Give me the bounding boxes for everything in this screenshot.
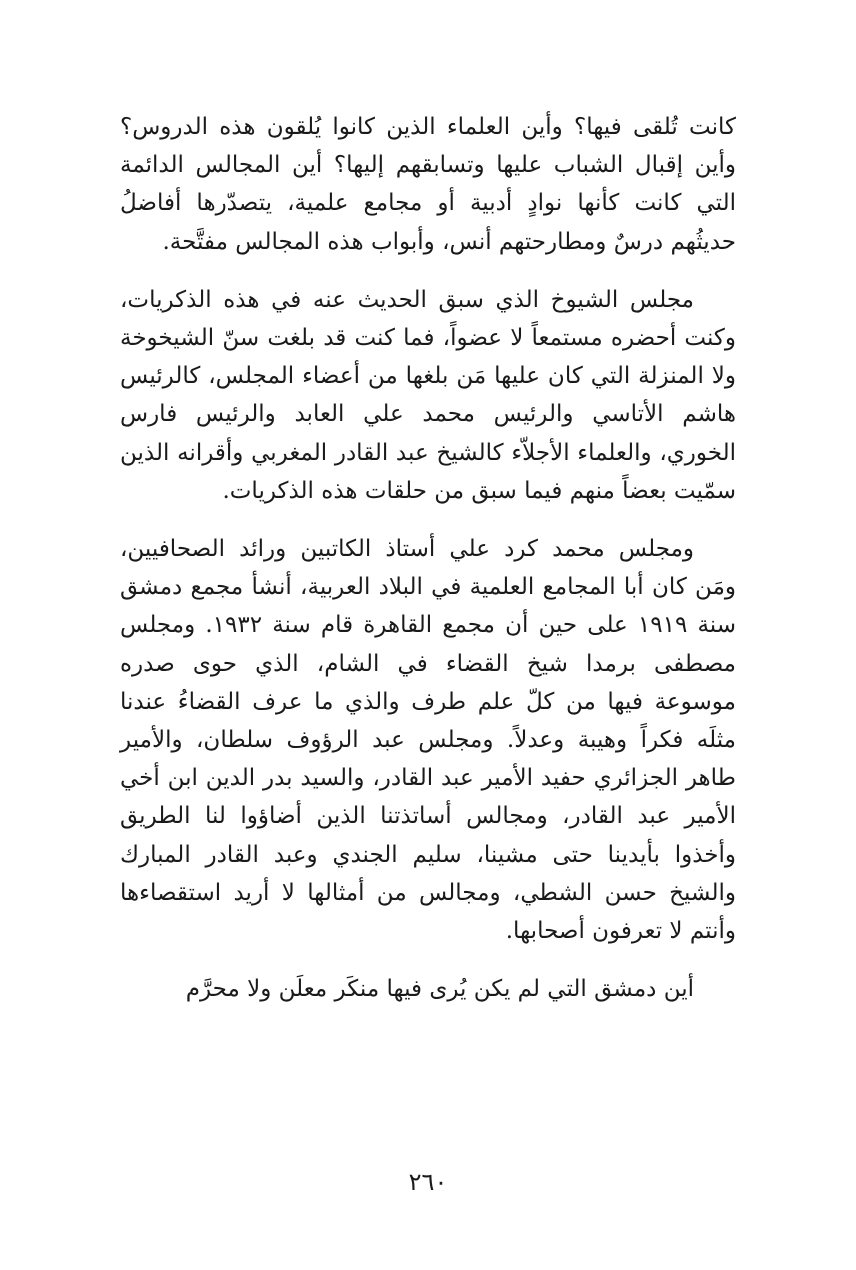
paragraph-1: كانت تُلقى فيها؟ وأين العلماء الذين كانوا يُلقون هذه الدروس؟ وأين إقبال الشباب عليها وتسابقهم إليها؟ أين المجالس الدائمة التي كانت كأنها نوادٍ أدبية أو مجامع علمية، يتصدّرها أفاضلُ حديثُهم درسٌ ومطارحتهم أنس، وأبواب هذه المجالس مفتَّحة. [120, 114, 736, 255]
paragraph-4: أين دمشق التي لم يكن يُرى فيها منكَر معلَن ولا محرَّم [185, 976, 694, 1003]
paragraph-3: ومجلس محمد كرد علي أستاذ الكاتبين ورائد الصحافيين، ومَن كان أبا المجامع العلمية في البلاد العربية، أنشأ مجمع دمشق سنة ١٩١٩ على حين أن مجمع القاهرة قام سنة ١٩٣٢. ومجلس مصطفى برمدا شيخ القضاء في الشام، الذي حوى صدره موسوعة فيها من كلّ علم طرف والذي ما عرف القضاءُ عندنا مثلَه فكراً وهيبة وعدلاً. ومجلس عبد الرؤوف سلطان، والأمير طاهر الجزائري حفيد الأمير عبد القادر، والسيد بدر الدين ابن أخي الأمير عبد القادر، ومجالس أساتذتنا الذين أضاؤوا لنا الطريق وأخذوا بأيدينا حتى مشينا، سليم الجندي وعبد القادر المبارك والشيخ حسن الشطي، ومجالس من أمثالها لا أريد استقصاءها وأنتم لا تعرفون أصحابها. [120, 536, 736, 945]
paragraph-2: مجلس الشيوخ الذي سبق الحديث عنه في هذه الذكريات، وكنت أحضره مستمعاً لا عضواً، فما كنت قد بلغت سنّ الشيخوخة ولا المنزلة التي كان عليها مَن بلغها من أعضاء المجلس، كالرئيس هاشم الأتاسي والرئيس محمد علي العابد والرئيس فارس الخوري، والعلماء الأجلاّء كالشيخ عبد القادر المغربي وأقرانه الذين سمّيت بعضاً منهم فيما سبق من حلقات هذه الذكريات. [120, 286, 736, 504]
page-number: ٢٦٠ [408, 1168, 448, 1196]
body-text [120, 108, 736, 1008]
